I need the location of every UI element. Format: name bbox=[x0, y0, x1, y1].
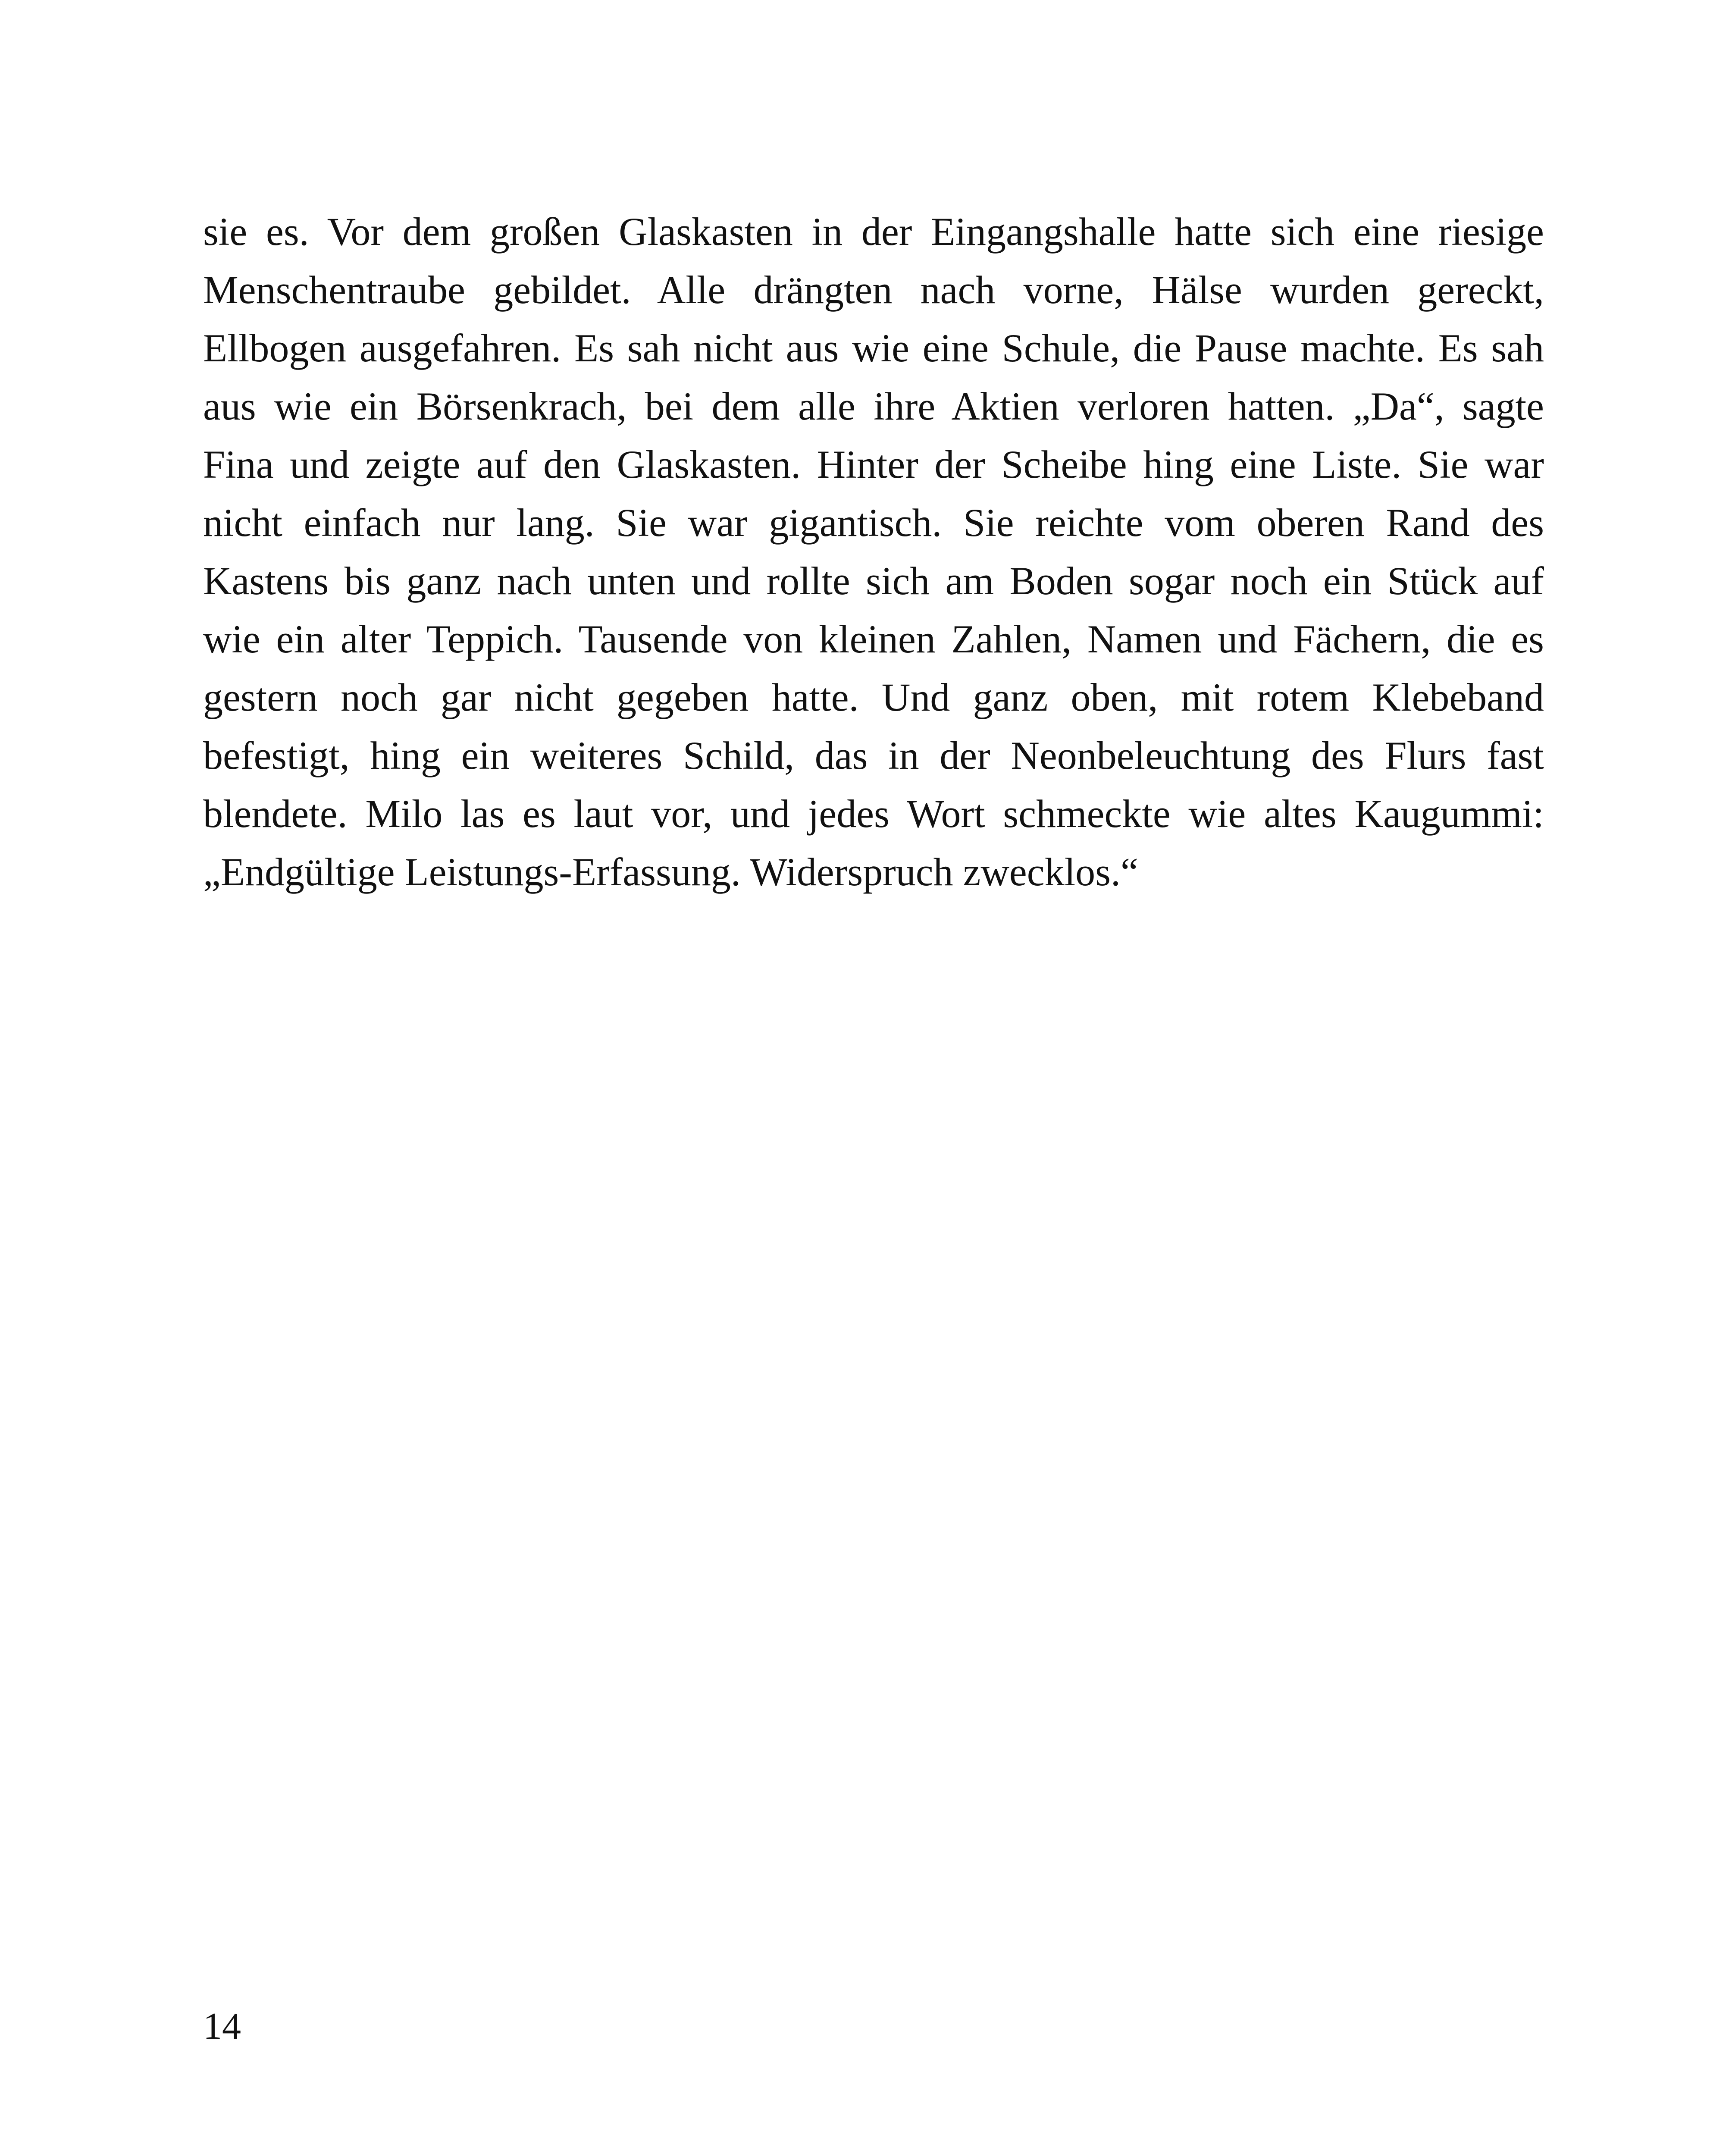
text-line-9: gestern noch gar nicht gegeben hatte. Und ganz oben, mit rotem Klebeband bbox=[203, 675, 1544, 719]
text-line-4: aus wie ein Börsenkrach, bei dem alle ihre Aktien verloren hatten. „Da“, sagte bbox=[203, 384, 1544, 428]
text-line-11: blendete. Milo las es laut vor, und jedes Wort schmeckte wie altes Kaugummi: bbox=[203, 792, 1544, 836]
text-line-6: nicht einfach nur lang. Sie war gigantisch. Sie reichte vom oberen Rand des bbox=[203, 501, 1544, 545]
text-line-12: „Endgültige Leistungs-Erfassung. Widerspruch zwecklos.“ bbox=[203, 850, 1138, 894]
text-line-10: befestigt, hing ein weiteres Schild, das in der Neonbeleuchtung des Flurs fast bbox=[203, 733, 1544, 777]
text-line-2: Menschentraube gebildet. Alle drängten nach vorne, Hälse wurden gereckt, bbox=[203, 268, 1544, 312]
page-number: 14 bbox=[203, 2006, 241, 2047]
text-line-3: Ellbogen ausgefahren. Es sah nicht aus wie eine Schule, die Pause machte. Es sah bbox=[203, 326, 1544, 370]
text-line-5: Fina und zeigte auf den Glaskasten. Hinter der Scheibe hing eine Liste. Sie war bbox=[203, 442, 1544, 486]
text-line-8: wie ein alter Teppich. Tausende von kleinen Zahlen, Namen und Fächern, die es bbox=[203, 617, 1544, 661]
text-line-1: sie es. Vor dem großen Glaskasten in der Eingangshalle hatte sich eine riesige bbox=[203, 210, 1544, 254]
text-line-7: Kastens bis ganz nach unten und rollte sich am Boden sogar noch ein Stück auf bbox=[203, 559, 1544, 603]
body-paragraph bbox=[203, 203, 1544, 901]
